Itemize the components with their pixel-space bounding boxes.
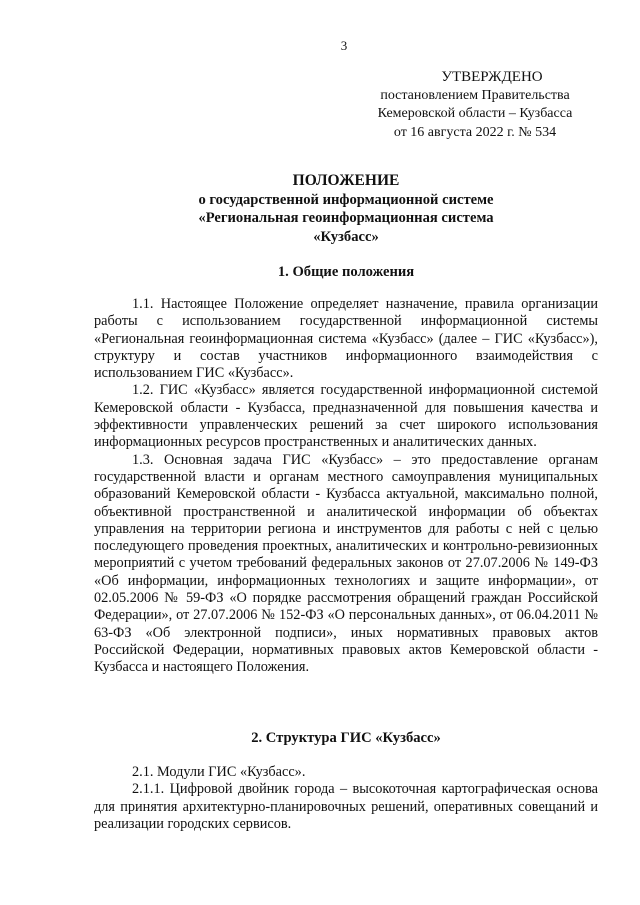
section-2-body [94,764,598,833]
approval-stamp [340,68,610,142]
approval-heading: УТВЕРЖДЕНО [441,69,543,85]
paragraph-2-1: 2.1. Модули ГИС «Кузбасс». [132,764,306,780]
title-line-2: «Региональная геоинформационная система [198,210,494,226]
title-line-1: о государственной информационной системе [198,191,494,208]
paragraph-1-2: 1.2. ГИС «Кузбасс» является государственной информационной системой Кемеровской области - Кузбасса, предназначенной для повышения качества и эффективности управленческих решений за счет широкого использования информационных ресурсов пространственных и аналитических данных. [94,382,598,451]
title-word: ПОЛОЖЕНИЕ [292,172,400,189]
approval-line-1: постановлением Правительства [380,87,570,103]
section-1-body [94,296,598,677]
page-number: 3 [340,38,348,53]
approval-line-3: от 16 августа 2022 г. № 534 [393,124,557,140]
paragraph-2-1-1: 2.1.1. Цифровой двойник города – высокоточная картографическая основа для принятия архитектурно-планировочных решений, оперативных совещаний и реализации городских сервисов. [94,781,598,832]
approval-line-2: Кемеровской области – Кузбасса [377,106,573,121]
section-1-heading: 1. Общие положения [277,264,415,280]
title-line-3: «Кузбасс» [313,228,379,245]
paragraph-1-3: 1.3. Основная задача ГИС «Кузбасс» – это предоставление органам государственной власти и органам местного самоуправления муниципальных образований Кемеровской области - Кузбасса актуальной, максимально полной, объективной пространственной и аналитической информации об объектах управления на территории региона и инструментов для работы с ней с целью последующего проведения проектных, аналитических и контрольно-ревизионных мероприятий с учетом требований федеральных законов от 27.07.2006 № 149-ФЗ «Об информации, информационных технологиях и защите информации», от 02.05.2006 № 59-ФЗ «О порядке рассмотрения обращений граждан Российской Федерации», от 27.07.2006 № 152-ФЗ «О персональных данных», от 06.04.2011 № 63-ФЗ «Об электронной подписи», иных нормативных правовых актов Российской Федерации, нормативных правовых актов Кемеровской области - Кузбасса и настоящего Положения. [94,451,598,676]
document-title [96,172,596,246]
paragraph-1-1: 1.1. Настоящее Положение определяет назначение, правила организации работы с использованием государственной информационной системы «Региональная геоинформационная система «Кузбасс» (далее – ГИС «Кузбасс»), структуру и состав участников информационного взаимодействия с использованием ГИС «Кузбасс». [94,296,598,382]
section-2-heading: 2. Структура ГИС «Кузбасс» [251,730,441,746]
